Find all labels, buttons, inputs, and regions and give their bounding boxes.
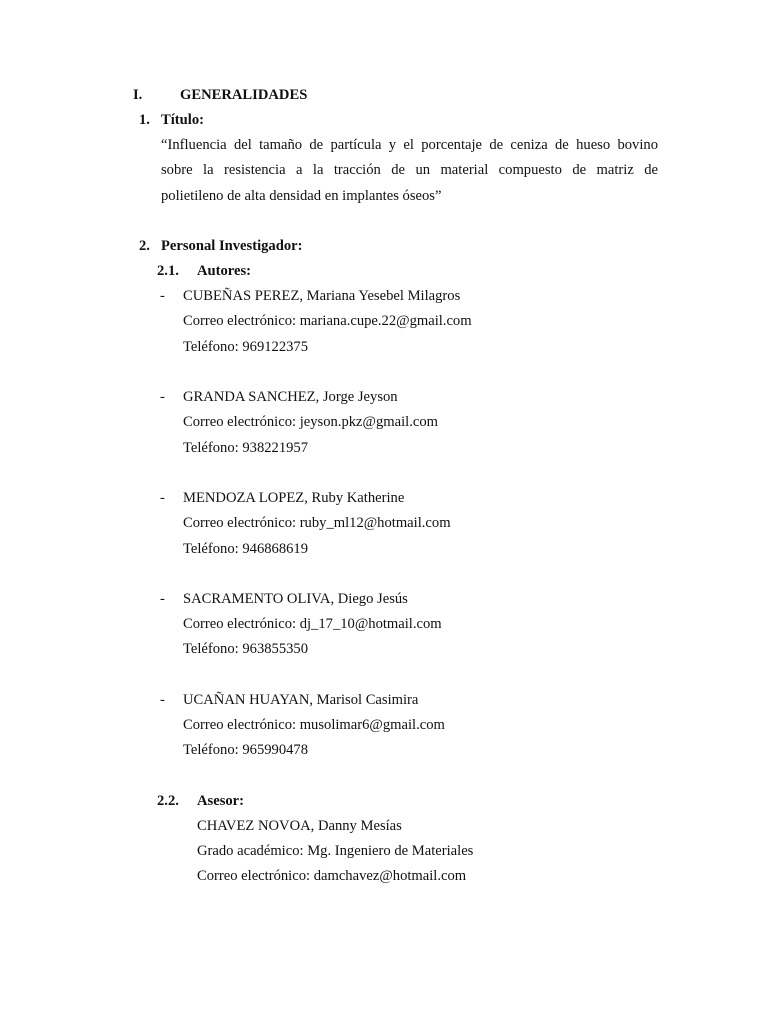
subitem-number: 2.1.	[157, 263, 179, 279]
advisor-name: CHAVEZ NOVOA, Danny Mesías	[197, 818, 402, 834]
title-line-2: sobre la resistencia a la tracción de un material compuesto de matriz de	[161, 162, 658, 178]
author-email: Correo electrónico: jeyson.pkz@gmail.com	[183, 414, 438, 430]
list-bullet: -	[160, 389, 165, 405]
list-bullet: -	[160, 490, 165, 506]
author-name: GRANDA SANCHEZ, Jorge Jeyson	[183, 389, 398, 405]
title-line-3: polietileno de alta densidad en implantes óseos”	[161, 188, 442, 204]
author-phone: Teléfono: 965990478	[183, 742, 309, 758]
item-label-personal: Personal Investigador:	[161, 238, 303, 254]
author-email: Correo electrónico: dj_17_10@hotmail.com	[183, 616, 442, 632]
author-email: Correo electrónico: ruby_ml12@hotmail.com	[183, 515, 451, 531]
author-name: CUBEÑAS PEREZ, Mariana Yesebel Milagros	[183, 288, 461, 304]
title-line-1: “Influencia del tamaño de partícula y el porcentaje de ceniza de hueso bovino	[161, 137, 658, 153]
author-email: Correo electrónico: mariana.cupe.22@gmail.com	[183, 313, 472, 329]
section-numeral: I.	[133, 87, 143, 103]
list-bullet: -	[160, 591, 165, 607]
author-name: SACRAMENTO OLIVA, Diego Jesús	[183, 591, 408, 607]
author-name: MENDOZA LOPEZ, Ruby Katherine	[183, 490, 405, 506]
author-phone: Teléfono: 946868619	[183, 541, 309, 557]
author-phone: Teléfono: 938221957	[183, 440, 309, 456]
subitem-label-advisor: Asesor:	[197, 793, 245, 809]
list-bullet: -	[160, 692, 165, 708]
author-email: Correo electrónico: musolimar6@gmail.com	[183, 717, 445, 733]
subitem-number: 2.2.	[157, 793, 179, 809]
subitem-label-authors: Autores:	[197, 263, 252, 279]
author-phone: Teléfono: 963855350	[183, 641, 309, 657]
advisor-degree: Grado académico: Mg. Ingeniero de Materiales	[197, 843, 474, 859]
advisor-email: Correo electrónico: damchavez@hotmail.com	[197, 868, 467, 884]
section-heading: GENERALIDADES	[180, 87, 308, 103]
item-number: 2.	[139, 238, 150, 254]
author-name: UCAÑAN HUAYAN, Marisol Casimira	[183, 692, 419, 708]
item-label-title: Título:	[161, 112, 204, 128]
list-bullet: -	[160, 288, 165, 304]
author-phone: Teléfono: 969122375	[183, 339, 309, 355]
item-number: 1.	[139, 112, 150, 128]
